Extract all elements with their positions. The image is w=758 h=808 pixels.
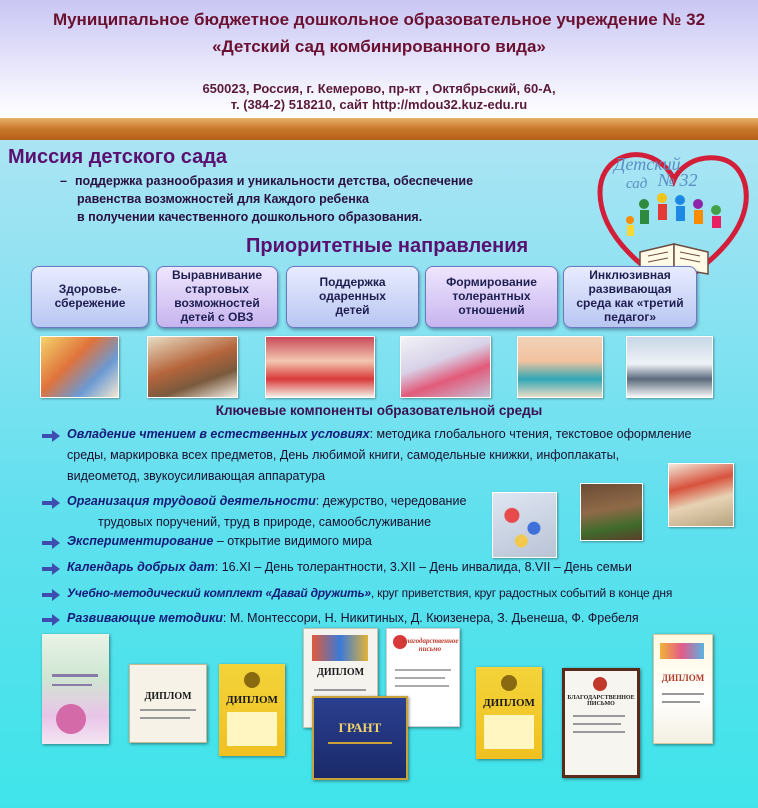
address-line: 650023, Россия, г. Кемерово, пр-кт , Октябрьский, 60-А, bbox=[202, 81, 556, 96]
bullet-reading-emphasis: Овладение чтением в естественных условиях bbox=[67, 427, 370, 441]
certificate-line bbox=[328, 742, 392, 744]
priority-line: Формирование bbox=[446, 275, 537, 290]
priority-line: Выравнивание bbox=[171, 268, 263, 283]
bullet-methods-emphasis: Развивающие методики bbox=[67, 611, 223, 625]
bullet-reading-text: : методика глобального чтения, текстовое оформление bbox=[369, 427, 692, 441]
arrow-right-icon bbox=[42, 589, 60, 601]
mission-dash: – bbox=[60, 174, 67, 188]
priority-box-equal-start bbox=[156, 266, 278, 328]
bullet-kit-text: , круг приветствия, круг радостных событий в конце дня bbox=[370, 586, 673, 600]
priority-box-tolerance bbox=[425, 266, 558, 328]
certificate-3 bbox=[219, 664, 285, 756]
priority-line: сбережение bbox=[54, 296, 126, 310]
photo-children-table bbox=[40, 336, 119, 398]
priority-line: Поддержка bbox=[319, 275, 386, 290]
certificate-emblem-icon bbox=[244, 672, 260, 688]
certificate-body bbox=[227, 712, 277, 746]
priority-line: детей bbox=[335, 302, 370, 317]
priority-box-gifted bbox=[286, 266, 419, 328]
photo-folk-costumes bbox=[265, 336, 375, 398]
bullet-calendar-text: : 16.XI – День толерантности, 3.XII – День инвалида, 8.VII – День семьи bbox=[214, 560, 632, 574]
certificate-line bbox=[662, 701, 700, 703]
bullet-experiment-text: – открытие видимого мира bbox=[213, 534, 372, 548]
institution-subtitle: «Детский сад комбинированного вида» bbox=[212, 37, 546, 56]
header-divider-band bbox=[0, 118, 758, 140]
priority-line: педагог» bbox=[603, 309, 657, 324]
logo-text-num: № 32 bbox=[658, 170, 698, 190]
bullet-labor-line-1 bbox=[67, 491, 466, 512]
certificate-body bbox=[484, 715, 534, 749]
priority-line: толерантных bbox=[452, 289, 531, 304]
priority-line: отношений bbox=[458, 302, 525, 317]
certificate-3-title: ДИПЛОМ bbox=[226, 694, 278, 706]
photo-child-play bbox=[147, 336, 238, 398]
photo-experiment bbox=[492, 492, 557, 558]
bullet-experiment-emphasis: Экспериментирование bbox=[67, 534, 214, 548]
components-title: Ключевые компоненты образовательной среды bbox=[215, 403, 543, 418]
bullet-reading-line-3: видеометод, звукоусиливающая аппаратура bbox=[67, 469, 326, 483]
certificate-6-grant bbox=[312, 696, 408, 780]
priority-line: среда как «третий bbox=[576, 296, 684, 310]
certificate-2-title: ДИПЛОМ bbox=[144, 691, 192, 702]
bullet-labor-text: : дежурство, чередование bbox=[315, 494, 467, 508]
priority-box-health bbox=[31, 266, 149, 328]
certificate-line bbox=[52, 684, 92, 686]
bullet-labor-emphasis: Организация трудовой деятельности bbox=[67, 494, 316, 508]
photo-garden-work bbox=[580, 483, 643, 541]
certificate-line bbox=[573, 715, 625, 717]
certificate-6-title: ГРАНТ bbox=[338, 720, 382, 735]
bullet-kit bbox=[67, 583, 672, 604]
certificate-9-title: ДИПЛОМ bbox=[661, 673, 705, 683]
bullet-reading-line-2: среды, маркировка всех предметов, День любимой книги, самодельные книжки, инфоплакаты, bbox=[67, 448, 620, 462]
priorities-title: Приоритетные направления bbox=[246, 235, 529, 257]
priority-line: развивающая bbox=[588, 282, 672, 297]
certificate-emblem-icon bbox=[593, 677, 607, 691]
arrow-right-icon bbox=[42, 563, 60, 575]
mission-line-3: в получении качественного дошкольного образования. bbox=[77, 210, 423, 224]
certificate-1 bbox=[42, 634, 109, 744]
certificate-header-strip bbox=[660, 643, 704, 659]
bullet-reading-line-1 bbox=[67, 424, 692, 445]
certificate-4-title: ДИПЛОМ bbox=[316, 667, 365, 678]
bullet-calendar-emphasis: Календарь добрых дат bbox=[67, 560, 215, 574]
photo-skiing bbox=[626, 336, 713, 398]
photo-dance bbox=[517, 336, 603, 398]
certificate-line bbox=[573, 723, 621, 725]
bullet-methods-text: : М. Монтессори, Н. Никитиных, Д. Кюизенера, З. Дьенеша, Ф. Фребеля bbox=[222, 611, 639, 625]
priority-box-inclusive bbox=[563, 266, 697, 328]
bullet-experiment bbox=[67, 531, 372, 552]
priority-line: Инклюзивная bbox=[589, 268, 671, 283]
certificate-5-title: Благодарственное письмо bbox=[401, 637, 459, 653]
bullet-labor-line-2: трудовых поручений, труд в природе, самообслуживание bbox=[98, 515, 432, 529]
certificate-2 bbox=[129, 664, 207, 743]
priority-line: одаренных bbox=[319, 289, 386, 304]
certificate-line bbox=[573, 731, 625, 733]
bullet-kit-emphasis: Учебно-методический комплект «Давай дружить» bbox=[67, 586, 371, 600]
photo-kitchen-duty bbox=[668, 463, 734, 527]
certificate-emblem-icon bbox=[56, 704, 86, 734]
certificate-line bbox=[314, 689, 366, 691]
mission-line-1: поддержка разнообразия и уникальности детства, обеспечение bbox=[75, 174, 474, 188]
certificate-line bbox=[52, 674, 98, 677]
certificate-line bbox=[395, 685, 449, 687]
mission-line-2: равенства возможностей для Каждого ребенка bbox=[77, 192, 369, 206]
certificate-8 bbox=[562, 668, 640, 778]
arrow-right-icon bbox=[42, 430, 60, 442]
priority-line: детей с ОВЗ bbox=[180, 309, 254, 324]
certificate-8-title: БЛАГОДАРСТВЕННОЕ ПИСЬМО bbox=[567, 695, 635, 707]
certificate-line bbox=[395, 669, 451, 671]
contact-line: т. (384-2) 518210, сайт http://mdou32.kuz-edu.ru bbox=[230, 97, 528, 112]
children-figures-icon bbox=[626, 193, 721, 236]
certificate-line bbox=[140, 709, 196, 711]
priority-line: стартовых bbox=[185, 282, 249, 297]
photo-gymnastics bbox=[400, 336, 491, 398]
bullet-methods bbox=[67, 608, 639, 629]
bullet-calendar bbox=[67, 557, 632, 578]
certificate-9 bbox=[653, 634, 713, 744]
certificate-7 bbox=[476, 667, 542, 759]
priority-line: возможностей bbox=[174, 296, 260, 310]
logo-text-top: Детский bbox=[614, 154, 681, 174]
header bbox=[0, 0, 758, 118]
arrow-right-icon bbox=[42, 537, 60, 549]
certificate-header-strip bbox=[312, 635, 368, 661]
mission-title: Миссия детского сада bbox=[8, 146, 228, 168]
priority-line: Здоровье- bbox=[58, 282, 122, 297]
logo-text-sad: сад bbox=[626, 176, 648, 192]
arrow-right-icon bbox=[42, 614, 60, 626]
certificate-line bbox=[395, 677, 445, 679]
certificate-line bbox=[140, 717, 190, 719]
certificate-emblem-icon bbox=[501, 675, 517, 691]
arrow-right-icon bbox=[42, 497, 60, 509]
certificate-7-title: ДИПЛОМ bbox=[483, 697, 535, 709]
institution-name: Муниципальное бюджетное дошкольное образовательное учреждение № 32 bbox=[52, 10, 706, 29]
certificate-line bbox=[662, 693, 704, 695]
